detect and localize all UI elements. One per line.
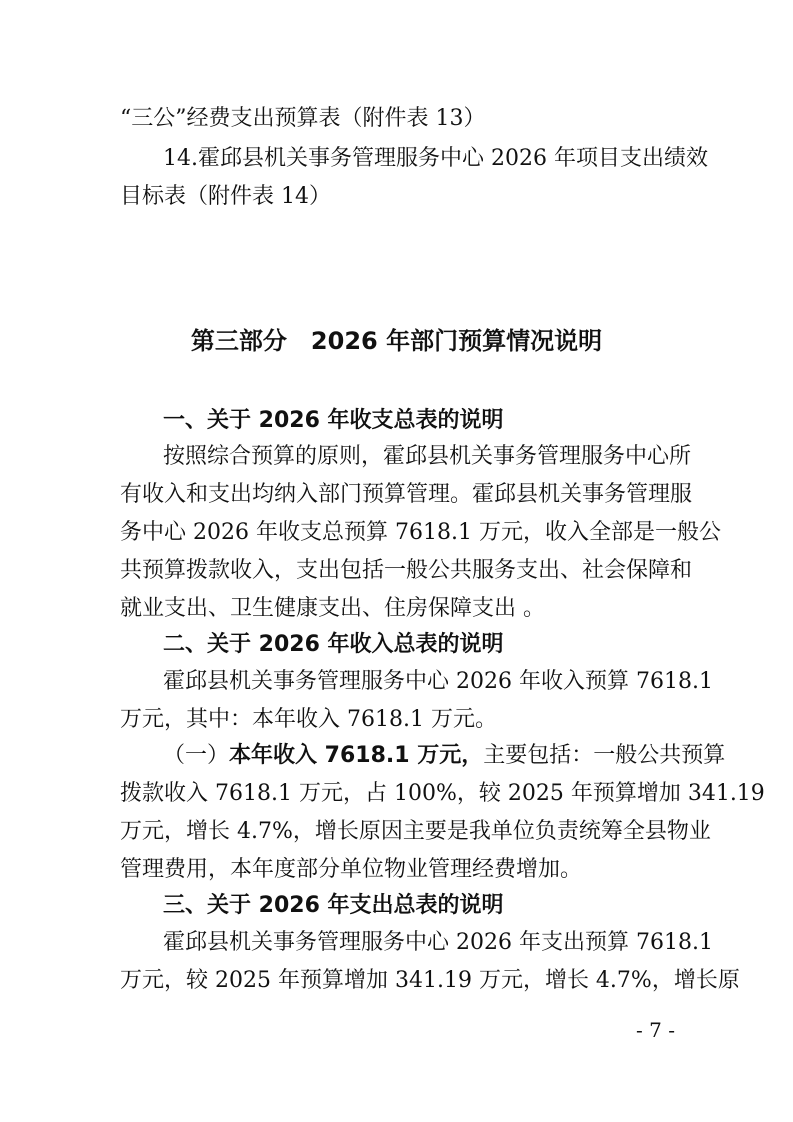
section-2-subsection-line bbox=[163, 741, 726, 771]
section-1-paragraph-line: 务中心 2026 年收支总预算 7618.1 万元，收入全部是一般公 bbox=[120, 520, 721, 545]
attachment-item-13-continued: “三公”经费支出预算表（附件表 13） bbox=[120, 106, 486, 131]
section-3-paragraph-line: 霍邱县机关事务管理服务中心 2026 年支出预算 7618.1 bbox=[163, 930, 713, 955]
subsection-rest: 主要包括：一般公共预算 bbox=[483, 743, 726, 768]
subsection-bold-lead: 本年收入 7618.1 万元， bbox=[229, 743, 484, 768]
section-2-subsection-line: 万元，增长 4.7%，增长原因主要是我单位负责统筹全县物业 bbox=[120, 819, 711, 844]
subsection-prefix: （一） bbox=[163, 743, 230, 768]
page-number: - 7 - bbox=[636, 1018, 675, 1042]
attachment-item-14-continued: 目标表（附件表 14） bbox=[120, 184, 331, 209]
section-2-heading: 二、关于 2026 年收入总表的说明 bbox=[163, 632, 504, 657]
section-3-paragraph-line: 万元，较 2025 年预算增加 341.19 万元，增长 4.7%，增长原 bbox=[120, 968, 740, 993]
section-2-subsection-line: 管理费用，本年度部分单位物业管理经费增加。 bbox=[120, 857, 583, 882]
section-1-paragraph-line: 就业支出、卫生健康支出、住房保障支出 。 bbox=[120, 596, 545, 621]
section-1-heading: 一、关于 2026 年收支总表的说明 bbox=[163, 408, 504, 433]
attachment-item-14: 14.霍邱县机关事务管理服务中心 2026 年项目支出绩效 bbox=[163, 146, 708, 171]
section-1-paragraph-line: 共预算拨款收入，支出包括一般公共服务支出、社会保障和 bbox=[120, 558, 693, 583]
section-1-paragraph-line: 按照综合预算的原则，霍邱县机关事务管理服务中心所 bbox=[163, 444, 692, 469]
section-2-paragraph-line: 万元，其中：本年收入 7618.1 万元。 bbox=[120, 707, 497, 732]
part-title: 第三部分 2026 年部门预算情况说明 bbox=[190, 327, 603, 355]
section-3-heading: 三、关于 2026 年支出总表的说明 bbox=[163, 893, 504, 918]
section-2-subsection-line: 拨款收入 7618.1 万元，占 100%，较 2025 年预算增加 341.19 bbox=[120, 781, 765, 806]
section-2-paragraph-line: 霍邱县机关事务管理服务中心 2026 年收入预算 7618.1 bbox=[163, 669, 713, 694]
section-1-paragraph-line: 有收入和支出均纳入部门预算管理。霍邱县机关事务管理服 bbox=[120, 482, 693, 507]
